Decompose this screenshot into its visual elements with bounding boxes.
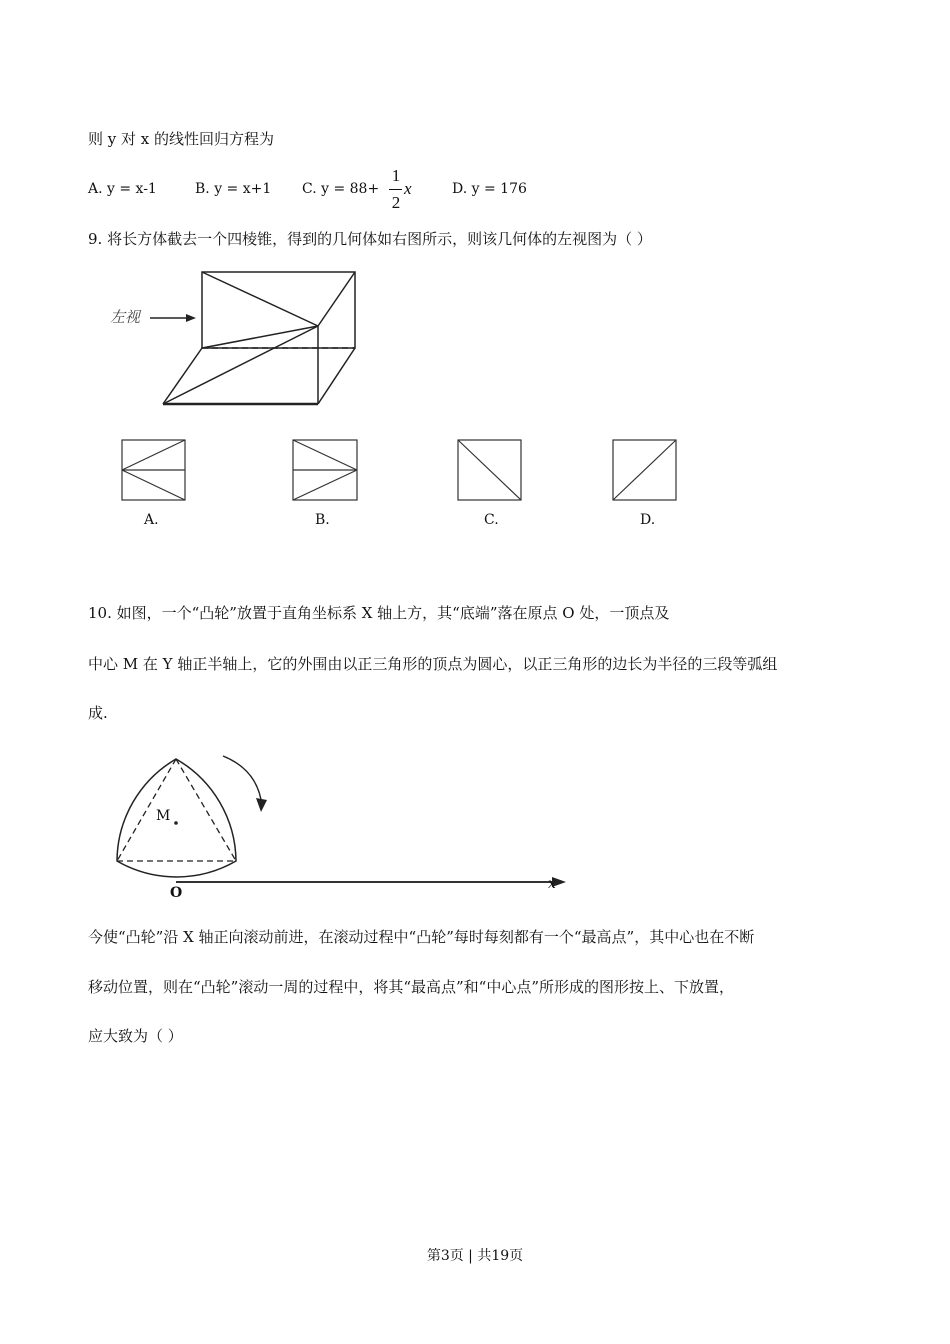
q10-line-4: 今使“凸轮”沿 X 轴正向滚动前进，在滚动过程中“凸轮”每时每刻都有一个“最高点”，其中心也在不断 <box>88 928 755 946</box>
q8-stem: 则 y 对 x 的线性回归方程为 <box>88 130 275 148</box>
cam-outline <box>117 759 236 877</box>
rotation-arrow-icon <box>223 756 262 806</box>
page-footer: 第3页 | 共19页 <box>426 1248 524 1264</box>
q10-line-5: 移动位置，则在“凸轮”滚动一周的过程中，将其“最高点”和“中心点”所形成的图形按上、下放置， <box>88 978 735 996</box>
center-point <box>174 821 178 825</box>
q8-option-d: D. y = 176 <box>452 181 527 197</box>
q10-line-6: 应大致为（ ） <box>88 1027 183 1045</box>
fraction-denominator: 2 <box>391 193 401 212</box>
option-c-label: C. <box>484 512 499 528</box>
q8-option-c-prefix: C. y = 88+ <box>302 181 380 197</box>
origin-label: O <box>170 885 183 901</box>
center-label: M <box>156 808 171 824</box>
q10-line-2: 中心 M 在 Y 轴正半轴上，它的外围由以正三角形的顶点为圆心，以正三角形的边长为半径的三段等弧组 <box>88 655 778 673</box>
fraction-variable: x <box>404 179 412 198</box>
option-d-label: D. <box>640 512 656 528</box>
q10-line-1: 10. 如图，一个“凸轮”放置于直角坐标系 X 轴上方，其“底端”落在原点 O 处，一顶点及 <box>88 604 670 622</box>
fraction-numerator: 1 <box>391 166 401 185</box>
q8-option-b: B. y = x+1 <box>195 181 272 197</box>
option-b-label: B. <box>315 512 330 528</box>
view-label: 左视 <box>110 308 141 326</box>
q10-line-3: 成. <box>88 704 108 722</box>
q8-option-a: A. y = x-1 <box>88 181 157 197</box>
q9-stem: 9. 将长方体截去一个四棱锥，得到的几何体如右图所示，则该几何体的左视图为（ ） <box>88 230 652 248</box>
option-a-label: A. <box>144 512 159 528</box>
axis-label: x <box>548 876 556 892</box>
